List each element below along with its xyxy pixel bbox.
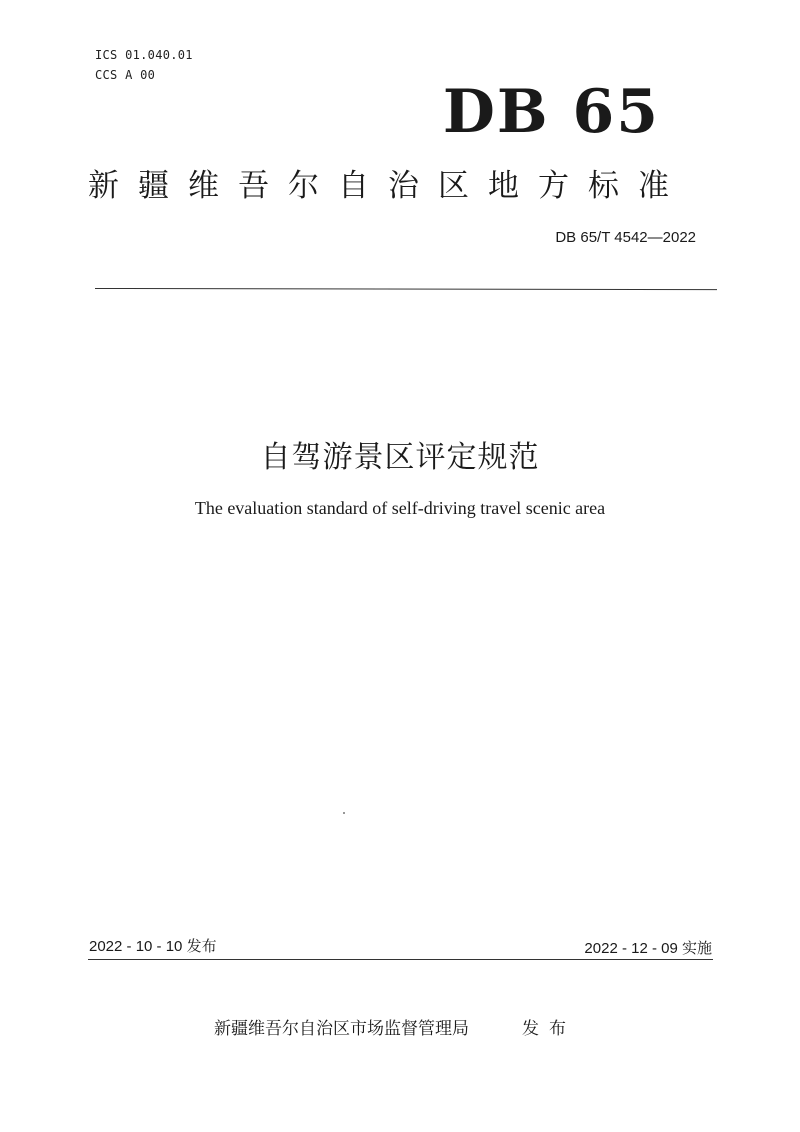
standard-number: DB 65/T 4542—2022 [555, 229, 696, 246]
scan-speck [343, 812, 345, 814]
document-title-chinese: 自驾游景区评定规范 [260, 440, 540, 475]
bottom-divider [88, 959, 713, 960]
publisher-name: 新疆维吾尔自治区市场监督管理局 [214, 1019, 469, 1039]
implementation-date: 2022 - 12 - 09 实施 [584, 940, 712, 957]
top-divider [95, 288, 717, 290]
db-logo: DB 65 [442, 77, 660, 147]
publish-label: 发布 [522, 1019, 576, 1039]
ics-code: ICS 01.040.01 [95, 48, 193, 62]
document-title-english: The evaluation standard of self-driving travel scenic area [194, 498, 606, 518]
standard-type-heading: 新疆维吾尔自治区地方标准 [88, 168, 688, 204]
ccs-code: CCS A 00 [95, 68, 156, 82]
issue-date: 2022 - 10 - 10 发布 [89, 938, 217, 955]
